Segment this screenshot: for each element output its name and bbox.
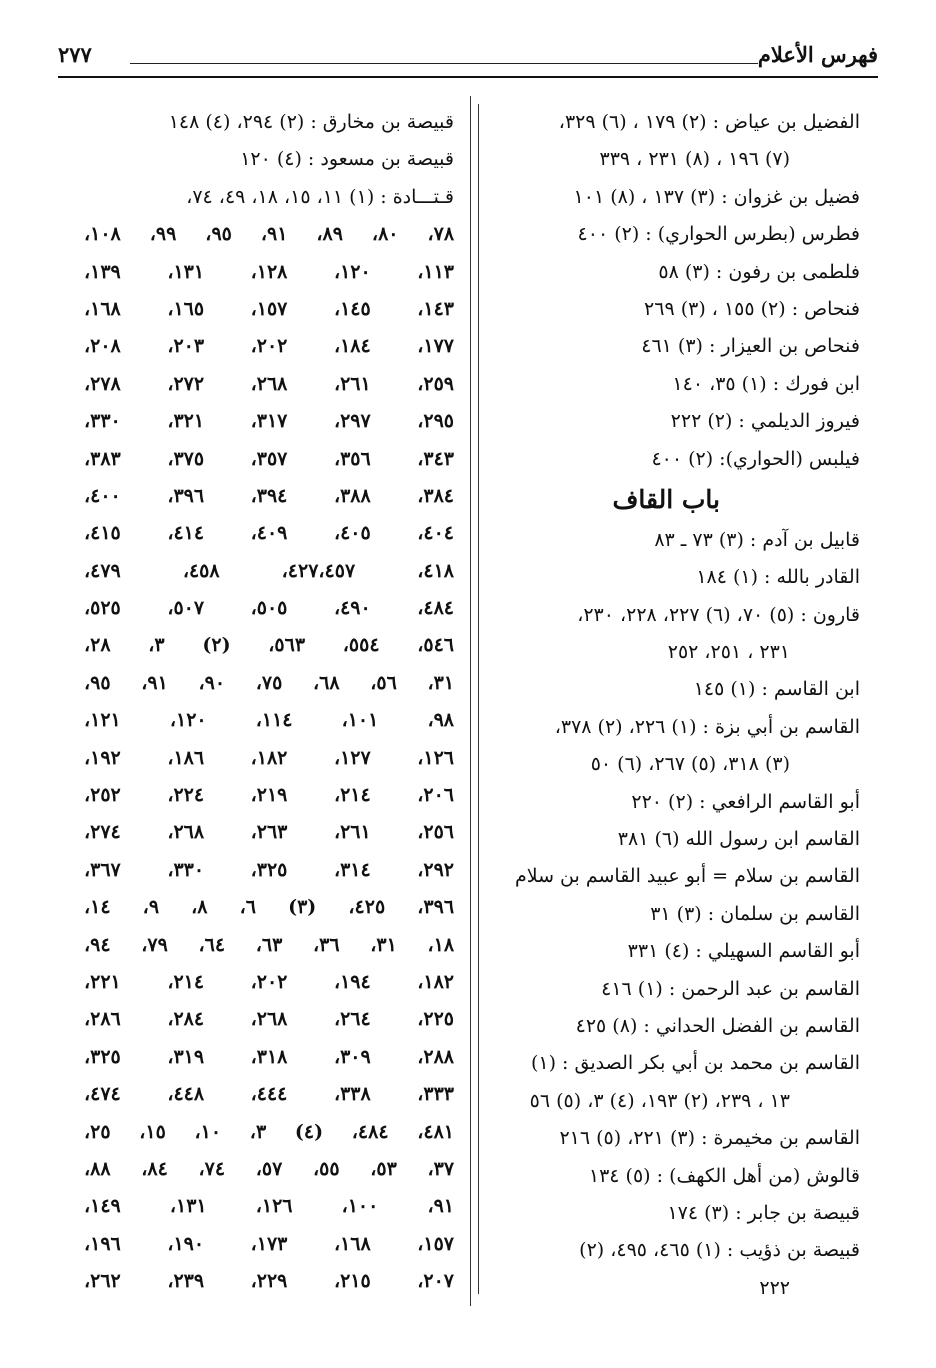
index-line: القاسم بن محمد بن أبي بكر الصديق : (١) [530, 1052, 860, 1075]
index-line: ١٥٧، ١٦٨، ١٧٣، ١٩٠، ١٩٦، [84, 1232, 454, 1255]
index-line: فيلبس (الحواري): (٢) ٤٠٠ [651, 447, 860, 470]
index-line: ٤٠٤، ٤٠٥، ٤٠٩، ٤١٤، ٤١٥، [84, 522, 454, 545]
index-line: قالوش (من أهل الكهف) : (٥) ١٣٤ [588, 1164, 860, 1187]
page-header [58, 38, 878, 78]
index-line: ابن القاسم : (١) ١٤٥ [693, 678, 860, 701]
section-heading: باب القاف [612, 484, 720, 514]
index-line: أبو القاسم الرافعي : (٢) ٢٢٠ [631, 790, 860, 813]
index-line: ٢٠٦، ٢١٤، ٢١٩، ٢٢٤، ٢٥٢، [84, 784, 454, 807]
index-line: ٢٠٧، ٢١٥، ٢٢٩، ٢٣٩، ٢٦٢، [84, 1270, 454, 1293]
index-line: ٥٤٦، ٥٥٤، ٥٦٣، (٢) ٣، ٢٨، [84, 634, 454, 657]
index-line: ١٨٢، ١٩٤، ٢٠٢، ٢١٤، ٢٢١، [84, 970, 454, 993]
index-line: قبيصة بن مسعود : (٤) ١٢٠ [240, 148, 454, 171]
index-line: ٢٥٦، ٢٦١، ٢٦٣، ٢٦٨، ٢٧٤، [84, 821, 454, 844]
index-line: (٧) ١٩٦ ، (٨) ٢٣١ ، ٣٣٩ [599, 148, 790, 171]
index-line: فنحاص بن العيزار : (٣) ٤٦١ [641, 335, 860, 358]
index-line: الفضيل بن عياض : (٢) ١٧٩ ، (٦) ٣٢٩، [558, 111, 860, 133]
header-rule-thin [130, 63, 758, 64]
index-line: قبيصة بن مخارق : (٢) ٢٩٤، (٤) ١٤٨ [168, 111, 454, 133]
right-column-entries-after [472, 522, 860, 1307]
index-line: ابن فورك : (١) ٣٥، ١٤٠ [672, 372, 860, 395]
index-line: ١١٣، ١٢٠، ١٢٨، ١٣١، ١٣٩، [84, 260, 454, 283]
index-line: (٣) ٣١٨، (٥) ٢٦٧، (٦) ٥٠ [590, 753, 790, 776]
index-line: القاسم ابن رسول الله (٦) ٣٨١ [617, 828, 860, 851]
index-line: ٤١٨، ٤٢٧،٤٥٧، ٤٥٨، ٤٧٩، [84, 559, 454, 582]
index-line: قارون : (٥) ٧٠، (٦) ٢٢٧، ٢٢٨، ٢٣٠، [577, 603, 860, 626]
index-line: ٣٩٦، ٤٢٥، (٣) ٦، ٨، ٩، ١٤، [84, 896, 454, 919]
index-line: القاسم بن سلمان : (٣) ٣١ [650, 902, 860, 925]
left-column-entries [84, 104, 454, 1301]
index-line: القادر بالله : (١) ١٨٤ [696, 566, 860, 589]
index-line: ١٣ ، ٢٣٩، (٢) ١٩٣، (٤) ٣، (٥) ٥٦ [529, 1089, 790, 1112]
column-divider-outer [470, 96, 471, 1306]
index-line: ٢٢٢ [759, 1276, 790, 1299]
index-line: قـتـــادة : (١) ١١، ١٥، ١٨، ٤٩، ٧٤، [186, 185, 454, 208]
index-line: ٢٨٨، ٣٠٩، ٣١٨، ٣١٩، ٣٢٥، [84, 1045, 454, 1068]
index-line: ٢٩٥، ٢٩٧، ٣١٧، ٣٢١، ٣٣٠، [84, 410, 454, 433]
index-line: ٢٢٥، ٢٦٤، ٢٦٨، ٢٨٤، ٢٨٦، [84, 1008, 454, 1031]
index-line: فضيل بن غزوان : (٣) ١٣٧ ، (٨) ١٠١ [573, 185, 860, 208]
right-column-entries-before [472, 104, 860, 478]
index-line: ٢٣١ ، ٢٥١، ٢٥٢ [667, 641, 790, 664]
index-line: قابيل بن آدم : (٣) ٧٣ ـ ٨٣ [654, 528, 860, 551]
index-line: ٣٤٣، ٣٥٦، ٣٥٧، ٣٧٥، ٣٨٣، [84, 447, 454, 470]
index-line: ٣٨٤، ٣٨٨، ٣٩٤، ٣٩٦، ٤٠٠، [84, 484, 454, 507]
index-line: القاسم بن الفضل الحداني : (٨) ٤٢٥ [575, 1014, 860, 1037]
index-line: ١٧٧، ١٨٤، ٢٠٢، ٢٠٣، ٢٠٨، [84, 335, 454, 358]
index-line: ٤٨١، ٤٨٤، (٤) ٣، ١٠، ١٥، ٢٥، [84, 1120, 454, 1143]
index-line: أبو القاسم السهيلي : (٤) ٣٣١ [627, 940, 860, 963]
right-column [472, 104, 860, 1307]
index-line: ٤٨٤، ٤٩٠، ٥٠٥، ٥٠٧، ٥٢٥، [84, 597, 454, 620]
index-line: فلطمى بن رفون : (٣) ٥٨ [658, 260, 860, 283]
index-line: ٣٣٣، ٣٣٨، ٤٤٤، ٤٤٨، ٤٧٤، [84, 1083, 454, 1106]
index-line: ١٤٣، ١٤٥، ١٥٧، ١٦٥، ١٦٨، [84, 297, 454, 320]
index-line: القاسم بن مخيمرة : (٣) ٢٢١، (٥) ٢١٦ [559, 1127, 860, 1150]
index-line: ٩٨، ١٠١، ١١٤، ١٢٠، ١٢١، [84, 709, 454, 732]
index-line: فنحاص : (٢) ١٥٥ ، (٣) ٢٦٩ [644, 297, 860, 320]
index-line: القاسم بن أبي بزة : (١) ٢٢٦، (٢) ٣٧٨، [554, 715, 860, 738]
index-line: ١٨، ٣١، ٣٦، ٦٣، ٦٤، ٧٩، ٩٤، [84, 933, 454, 956]
index-line: ٢٩٢، ٣١٤، ٣٢٥، ٣٣٠، ٣٦٧، [84, 858, 454, 881]
left-column [84, 104, 454, 1301]
index-line: ٧٨، ٨٠، ٨٩، ٩١، ٩٥، ٩٩، ١٠٨، [84, 223, 454, 246]
index-line: قبيصة بن جابر : (٣) ١٧٤ [667, 1201, 860, 1224]
index-line: فيروز الديلمي : (٢) ٢٢٢ [670, 410, 860, 433]
page-number: ٢٧٧ [58, 42, 92, 67]
index-line: ٣٧، ٥٣، ٥٥، ٥٧، ٧٤، ٨٤، ٨٨، [84, 1157, 454, 1180]
index-line: القاسم بن سلام = أبو عبيد القاسم بن سلام [514, 865, 860, 888]
index-line: ٢٥٩، ٢٦١، ٢٦٨، ٢٧٢، ٢٧٨، [84, 372, 454, 395]
index-line: فطرس (بطرس الحواري) : (٢) ٤٠٠ [577, 223, 860, 246]
index-line: ٩١، ١٠٠، ١٢٦، ١٣١، ١٤٩، [84, 1195, 454, 1218]
index-line: قبيصة بن ذؤيب : (١) ٤٦٥، ٤٩٥، (٢) [579, 1239, 860, 1262]
running-title: فهرس الأعلام [757, 42, 878, 67]
header-rule-thick [58, 76, 878, 78]
index-line: ٣١، ٥٦، ٦٨، ٧٥، ٩٠، ٩١، ٩٥، [84, 671, 454, 694]
index-line: ١٢٦، ١٢٧، ١٨٢، ١٨٦، ١٩٢، [84, 746, 454, 769]
index-line: القاسم بن عبد الرحمن : (١) ٤١٦ [601, 977, 860, 1000]
